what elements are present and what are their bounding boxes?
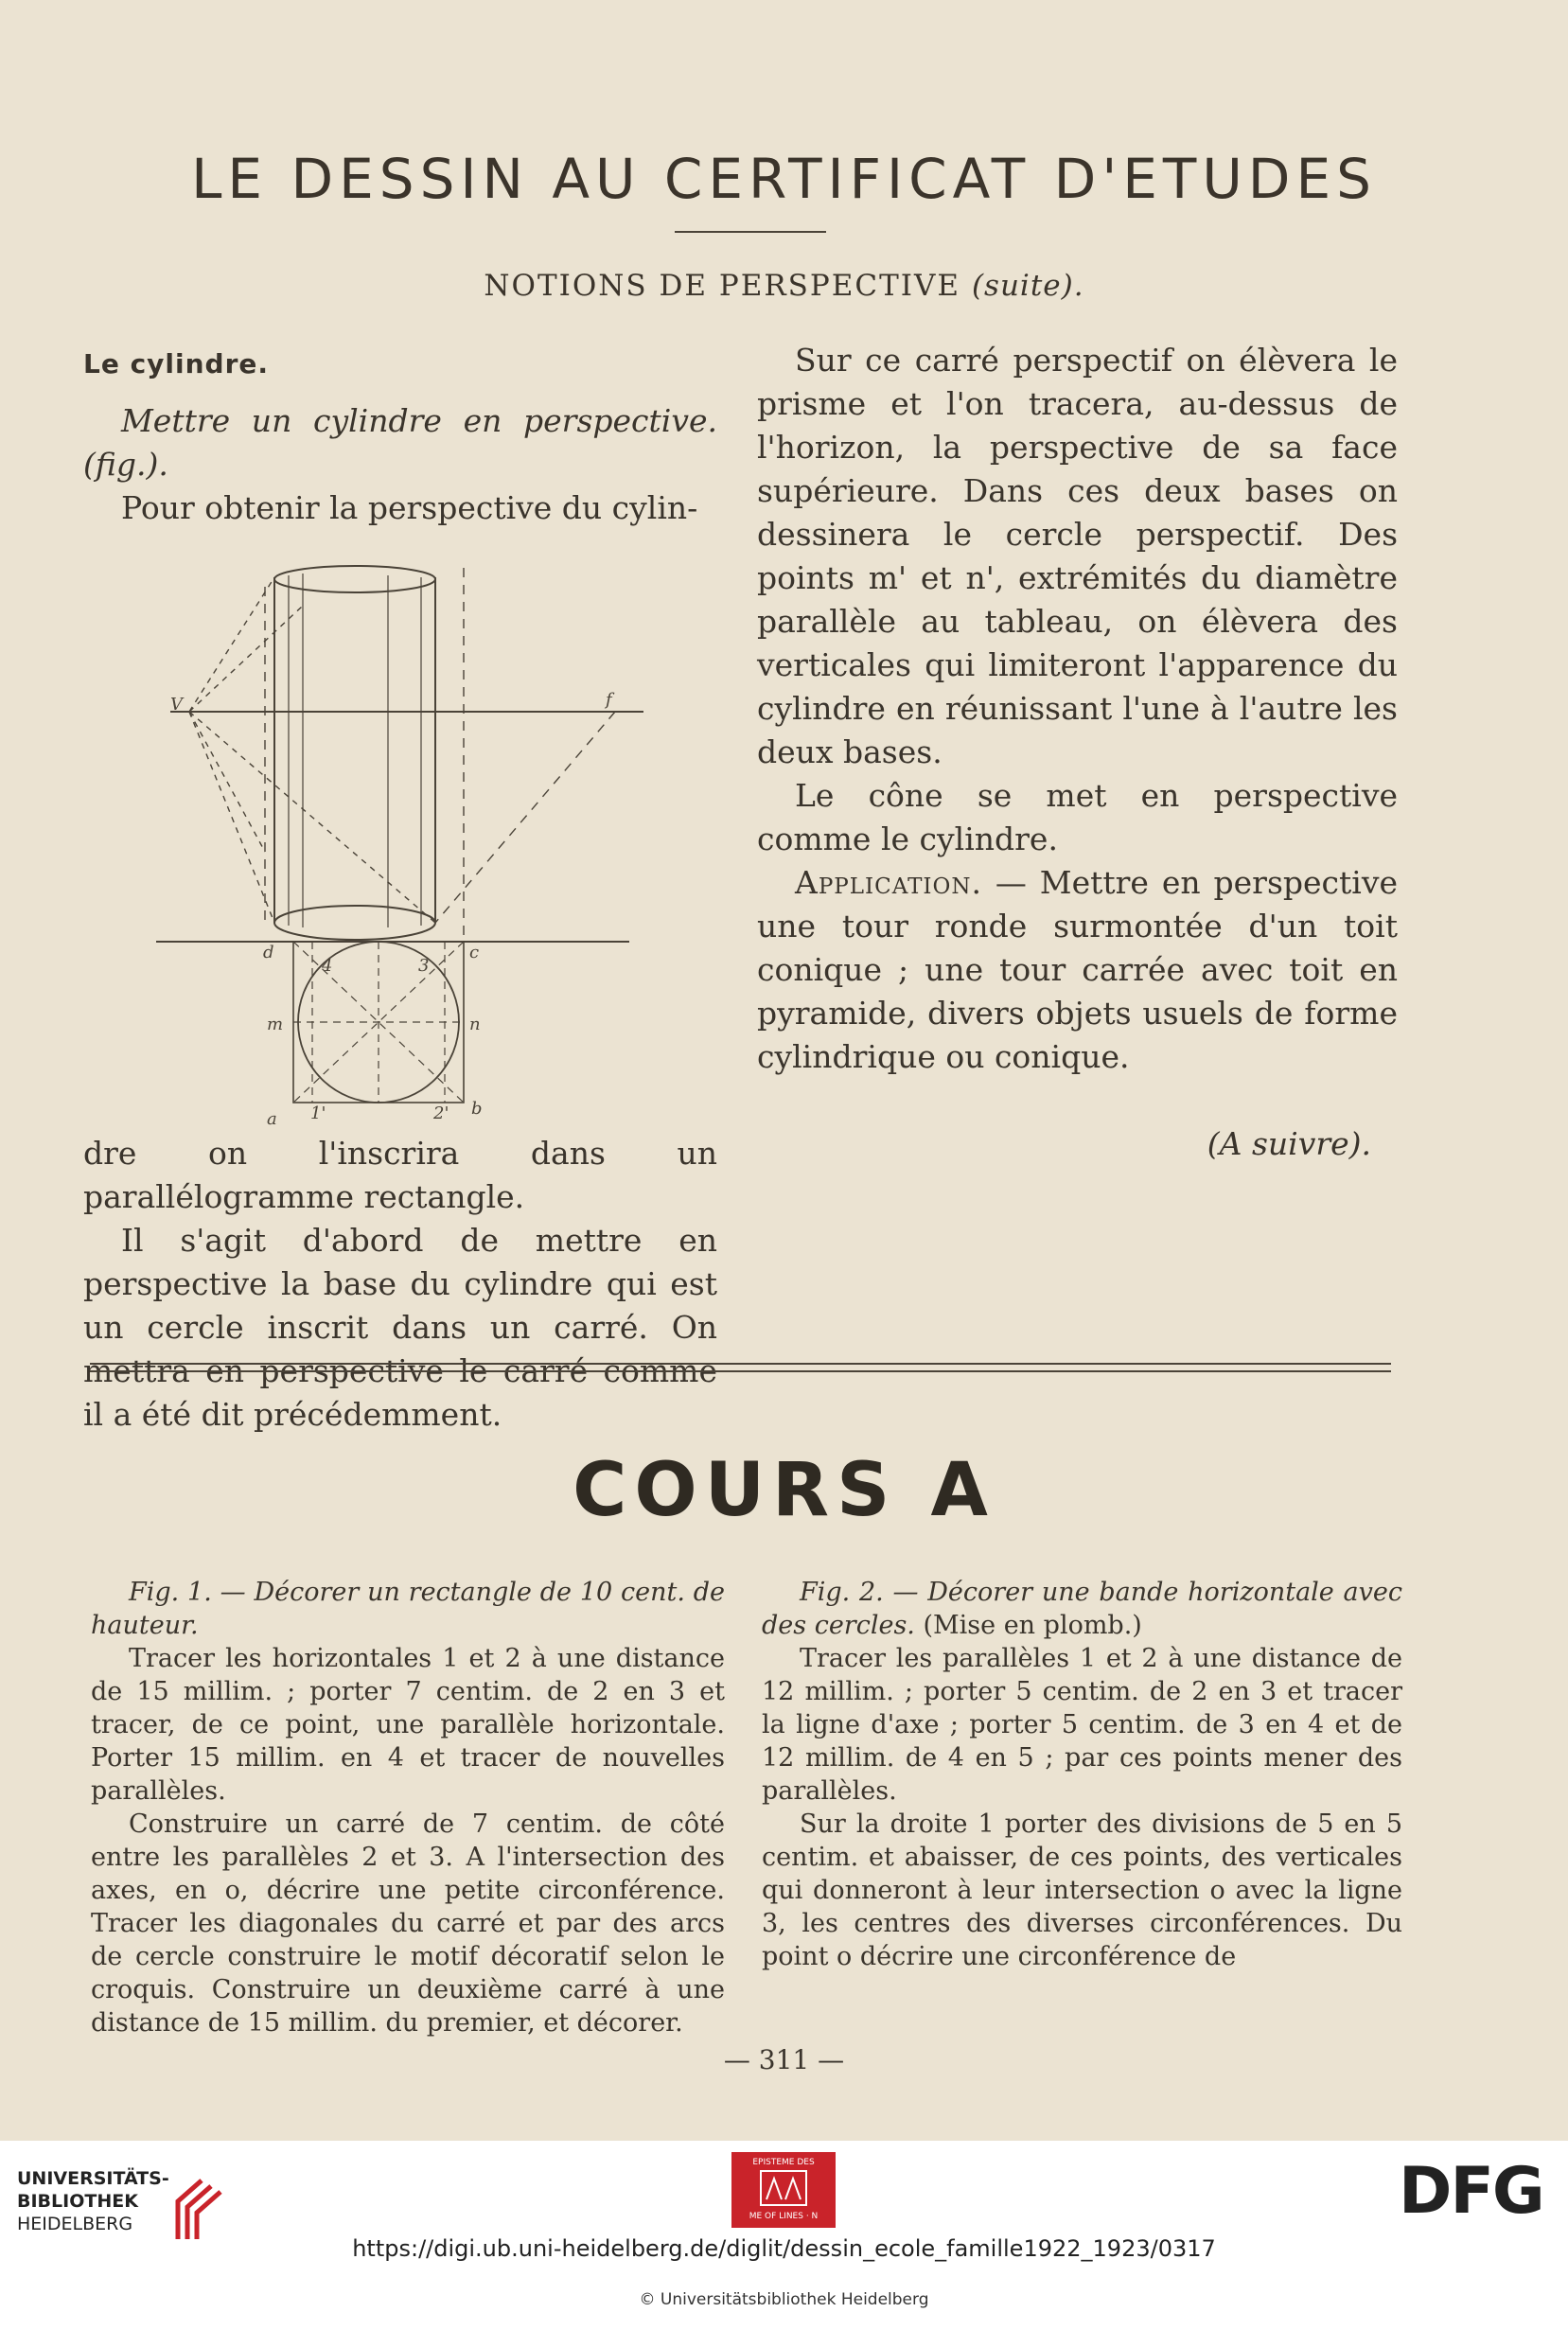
library-name xyxy=(17,2167,169,2235)
dfg-logo[interactable]: DFG xyxy=(1399,2154,1543,2229)
subtitle-suffix: (suite). xyxy=(971,269,1084,303)
paragraph-continuation: dre on l'inscrira dans un parallélogramme rectangle. xyxy=(83,1135,717,1215)
left-column-bottom xyxy=(83,1132,717,1437)
library-line-3: HEIDELBERG xyxy=(17,2214,133,2234)
vanishing-line xyxy=(189,712,265,852)
paragraph-prism: Sur ce carré perspectif on élèvera le prisme et l'on tracera, au-dessus de l'horizon, la perspective de sa face supérieure. Dans ces deux bases on dessinera le cercle perspectif. Des points m' et n', extrémités du diamètre parallèle au tableau, on élèvera des verticales qui limiteront l'apparence du cylindre en réunissant l'une à l'autre les deux bases. xyxy=(757,342,1398,770)
label-n: n xyxy=(469,1015,481,1034)
cours-right-column xyxy=(762,1576,1402,1973)
label-d: d xyxy=(263,943,274,962)
cylinder-top-ellipse xyxy=(274,566,435,592)
label-c: c xyxy=(469,943,480,962)
paragraph-cone: Le cône se met en perspective comme le cylindre. xyxy=(757,777,1398,857)
epistemes-top-text: EPISTEME DES xyxy=(752,2158,815,2167)
fig2-paragraph-2: Sur la droite 1 porter des divisions de 5 en 5 centim. et abaisser, de ces points, des verticales qui donneront à leur intersection o avec la ligne 3, les centres des diverses circonférences. Du point o décrire une circonférence de xyxy=(762,1809,1402,1971)
label-two: 2' xyxy=(433,1103,449,1123)
viewer-footer xyxy=(0,2141,1568,2330)
cylinder-perspective-figure xyxy=(151,549,643,1126)
label-v: V xyxy=(170,695,183,715)
epistemes-bottom-text: ME OF LINES · N xyxy=(749,2212,819,2221)
instruction-text: Mettre un cylindre en perspective. (fig.). xyxy=(83,402,717,483)
library-line-2: BIBLIOTHEK xyxy=(17,2191,138,2212)
section-subtitle xyxy=(0,269,1568,303)
subtitle-text: NOTIONS DE PERSPECTIVE xyxy=(484,269,961,303)
paragraph-application xyxy=(757,861,1398,1079)
copyright-notice: © Universitätsbibliothek Heidelberg xyxy=(639,2290,929,2309)
fig1-paragraph-2: Construire un carré de 7 centim. de côté entre les parallèles 2 et 3. A l'intersection des axes, en o, décrire une petite circonférence. Tracer les diagonales du carré et par des arcs de cercle construire le motif décoratif selon le croquis. Construire un deuxième carré à une distance de 15 millim. du premier, et décorer. xyxy=(91,1809,725,2038)
paragraph-base: Il s'agit d'abord de mettre en perspective la base du cylindre qui est un cercle inscrit dans un carré. On mettra en perspective le carré comme il a été dit précédemment. xyxy=(83,1222,717,1433)
cours-left-column xyxy=(91,1576,725,2039)
vanishing-line xyxy=(435,712,615,923)
label-m: m xyxy=(267,1015,284,1034)
left-column-top xyxy=(83,343,717,530)
fig1-paragraph-1: Tracer les horizontales 1 et 2 à une distance de 15 millim. ; porter 7 centim. de 2 en 3 et tracer, de ce point, une parallèle horizontale. Porter 15 millim. en 4 et tracer de nouvelles parallèles. xyxy=(91,1644,725,1806)
page-number: — 311 — xyxy=(723,2044,845,2075)
to-be-continued: (A suivre). xyxy=(1207,1125,1371,1162)
section-heading: Le cylindre. xyxy=(83,348,270,380)
vanishing-line xyxy=(189,712,435,923)
cylinder-bottom-ellipse xyxy=(274,906,435,940)
paragraph-start: Pour obtenir la perspective du cylin- xyxy=(121,489,698,526)
cours-title: COURS A xyxy=(573,1448,995,1533)
right-column-top xyxy=(757,339,1398,1166)
library-line-1: UNIVERSITÄTS- xyxy=(17,2168,169,2189)
application-label: Application. xyxy=(795,864,982,901)
page-title: LE DESSIN AU CERTIFICAT D'ETUDES xyxy=(191,147,1377,211)
epistemes-logo[interactable] xyxy=(731,2152,836,2228)
application-text: — Mettre en perspective une tour ronde surmontée d'un toit conique ; une tour carrée avec toit en pyramide, divers objets usuels de forme cylindrique ou conique. xyxy=(757,864,1398,1075)
vanishing-line xyxy=(189,712,274,923)
permalink-url[interactable]: https://digi.ub.uni-heidelberg.de/diglit/dessin_ecole_famille1922_1923/0317 xyxy=(352,2235,1216,2262)
label-one: 1' xyxy=(310,1103,326,1123)
vanishing-line xyxy=(189,577,274,712)
label-three: 3 xyxy=(418,956,430,976)
title-divider xyxy=(675,231,826,233)
epistemes-emblem-icon xyxy=(755,2167,812,2209)
label-f: f xyxy=(606,690,612,710)
fig1-title: Fig. 1. — Décorer un rectangle de 10 cent. de hauteur. xyxy=(91,1578,725,1640)
fig2-paragraph-1: Tracer les parallèles 1 et 2 à une distance de 12 millim. ; porter 5 centim. de 2 en 3 et tracer la ligne d'axe ; porter 5 centim. de 3 en 4 et de 12 millim. de 4 en 5 ; par ces points mener des parallèles. xyxy=(762,1644,1402,1806)
fig2-title: Fig. 2. — Décorer une bande horizontale avec des cercles. xyxy=(762,1578,1402,1640)
label-four: 4 xyxy=(322,956,333,976)
fig2-title-line xyxy=(762,1576,1402,1642)
label-a: a xyxy=(267,1109,277,1126)
fig2-title-suffix: (Mise en plomb.) xyxy=(914,1611,1142,1640)
label-b: b xyxy=(471,1099,483,1119)
section-divider xyxy=(90,1363,1391,1372)
